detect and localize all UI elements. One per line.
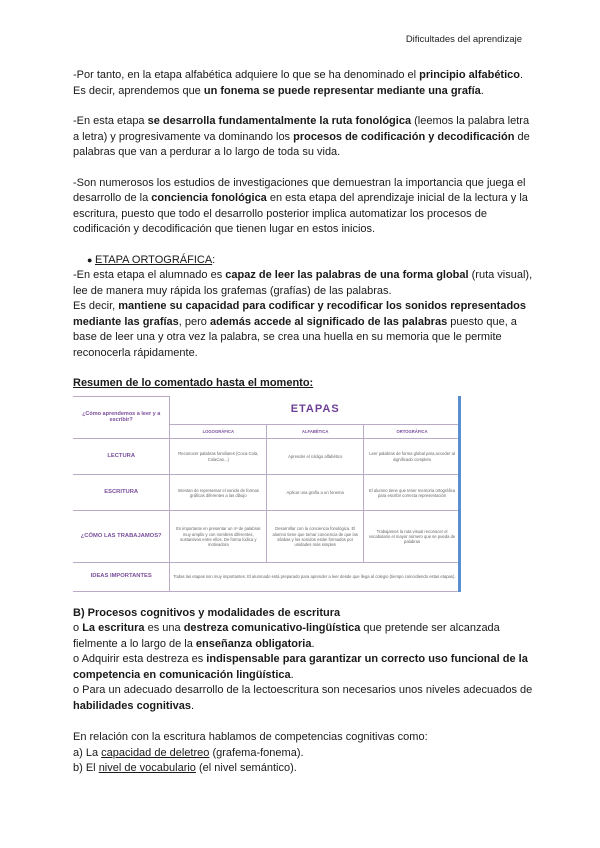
section-b-item-1: o La escritura es una destreza comunicativo-lingüística que pretende ser alcanzada fielmente a lo largo de la enseñanza obligatoria. (73, 622, 500, 650)
etapas-heading: ETAPAS (170, 396, 461, 425)
etapas-table (73, 396, 461, 592)
page-header: Dificultades del aprendizaje (405, 34, 522, 45)
table-cell: Trabajamos la ruta visual reconocer el vocabulario el mayor número que se pueda de palabras (364, 511, 461, 563)
etapas-infographic (73, 396, 461, 592)
table-cell: El alumno tiene que tener memoria ortográfica para escribir correcta representación (364, 475, 461, 511)
bullet-icon: ● (87, 254, 93, 265)
summary-title: Resumen de lo comentado hasta el momento: (73, 377, 314, 389)
paragraph-ruta-fonologica: -En esta etapa se desarrolla fundamentalmente la ruta fonológica (leemos la palabra letra a letra) y progresivamente va dominando los procesos de codificación y decodificación de palabras que van a perdurar a lo largo de toda su vida. (73, 115, 530, 158)
section-b-item-2: o Adquirir esta destreza es indispensable para garantizar un correcto uso funcional de la competencia en comunicación lingüística. (73, 653, 528, 681)
ideas-cell: Todas las etapas son muy importantes. El alumnado está preparado para aprender a leer desde que llega al colegio (tiempo coincidiendo estas etapas). (170, 563, 461, 591)
row-header: ESCRITURA (73, 475, 170, 511)
table-cell: Desarrollar con la conciencia fonológica. El alumno tiene que tomar conciencia de que las sílabas y los sonidos están formados por unidades más simples (267, 511, 364, 563)
column-header: ORTOGRÁFICA (364, 425, 461, 439)
bullet-etapa-ortografica: ● ETAPA ORTOGRÁFICA: (73, 253, 533, 269)
closing-intro: En relación con la escritura hablamos de competencias cognitivas como: (73, 731, 428, 743)
table-cell: Reconocer palabras familiares (Coca-Cola, ColaCao...) (170, 439, 267, 475)
question-cell: ¿Cómo aprendemos a leer y a escribir? (73, 396, 170, 439)
paragraph-conciencia-fonologica: -Son numerosos los estudios de investigaciones que demuestran la importancia que juega el desarrollo de la conciencia fonológica en esta etapa del aprendizaje inicial de la lectura y la escritura, puesto que todo el desarrollo posterior implica automatizar los procesos de codificación y decodificación que tienen lugar en estos inicios. (73, 176, 528, 235)
paragraph-principio-alfabetico: -Por tanto, en la etapa alfabética adquiere lo que se ha denominado el principio alfabético. Es decir, aprendemos que un fonema se puede representar mediante una grafía. (73, 69, 524, 97)
section-b-item-3: o Para un adecuado desarrollo de la lectoescritura son necesarios unos niveles adecuados de habilidades cognitivas. (73, 684, 533, 712)
paragraph-ortografica-1: -En esta etapa el alumnado es capaz de leer las palabras de una forma global (ruta visual), lee de manera muy rápida los grafemas (grafías) de las palabras. (73, 269, 533, 297)
paragraph-ortografica-2: Es decir, mantiene su capacidad para codificar y recodificar los sonidos representados mediante las grafías, pero además accede al significado de las palabras puesto que, a base de leer una y otra vez la palabra, se crea una huella en su memoria que le permite reconocerla rápidamente. (73, 300, 527, 359)
row-header: IDEAS IMPORTANTES (73, 563, 170, 591)
section-b (73, 606, 533, 715)
column-header: LOGOGRÁFICA (170, 425, 267, 439)
table-cell: Aprender el código alfabético (267, 439, 364, 475)
infographic-edge (458, 396, 461, 592)
table-cell: Aplicar una grafía a un fonema (267, 475, 364, 511)
document-body (73, 68, 533, 777)
column-header: ALFABÉTICA (267, 425, 364, 439)
table-cell: Leer palabras de forma global para acceder al significado completo (364, 439, 461, 475)
closing-item-a: a) La capacidad de deletreo (grafema-fonema). (73, 746, 304, 759)
row-header: ¿CÓMO LAS TRABAJAMOS? (73, 511, 170, 563)
table-cell: Intentan de representar el sonido de formas gráficas diferentes a las dibujo (170, 475, 267, 511)
closing-item-b: b) El nivel de vocabulario (el nivel semántico). (73, 762, 297, 774)
closing-section (73, 730, 533, 777)
table-cell: Es importante en presentar un nº de palabras muy amplio y con nombres diferentes, sustantivos entre ellos. De forma lúdica y motivadora (170, 511, 267, 563)
section-b-title: B) Procesos cognitivos y modalidades de escritura (73, 606, 341, 619)
row-header: LECTURA (73, 439, 170, 475)
